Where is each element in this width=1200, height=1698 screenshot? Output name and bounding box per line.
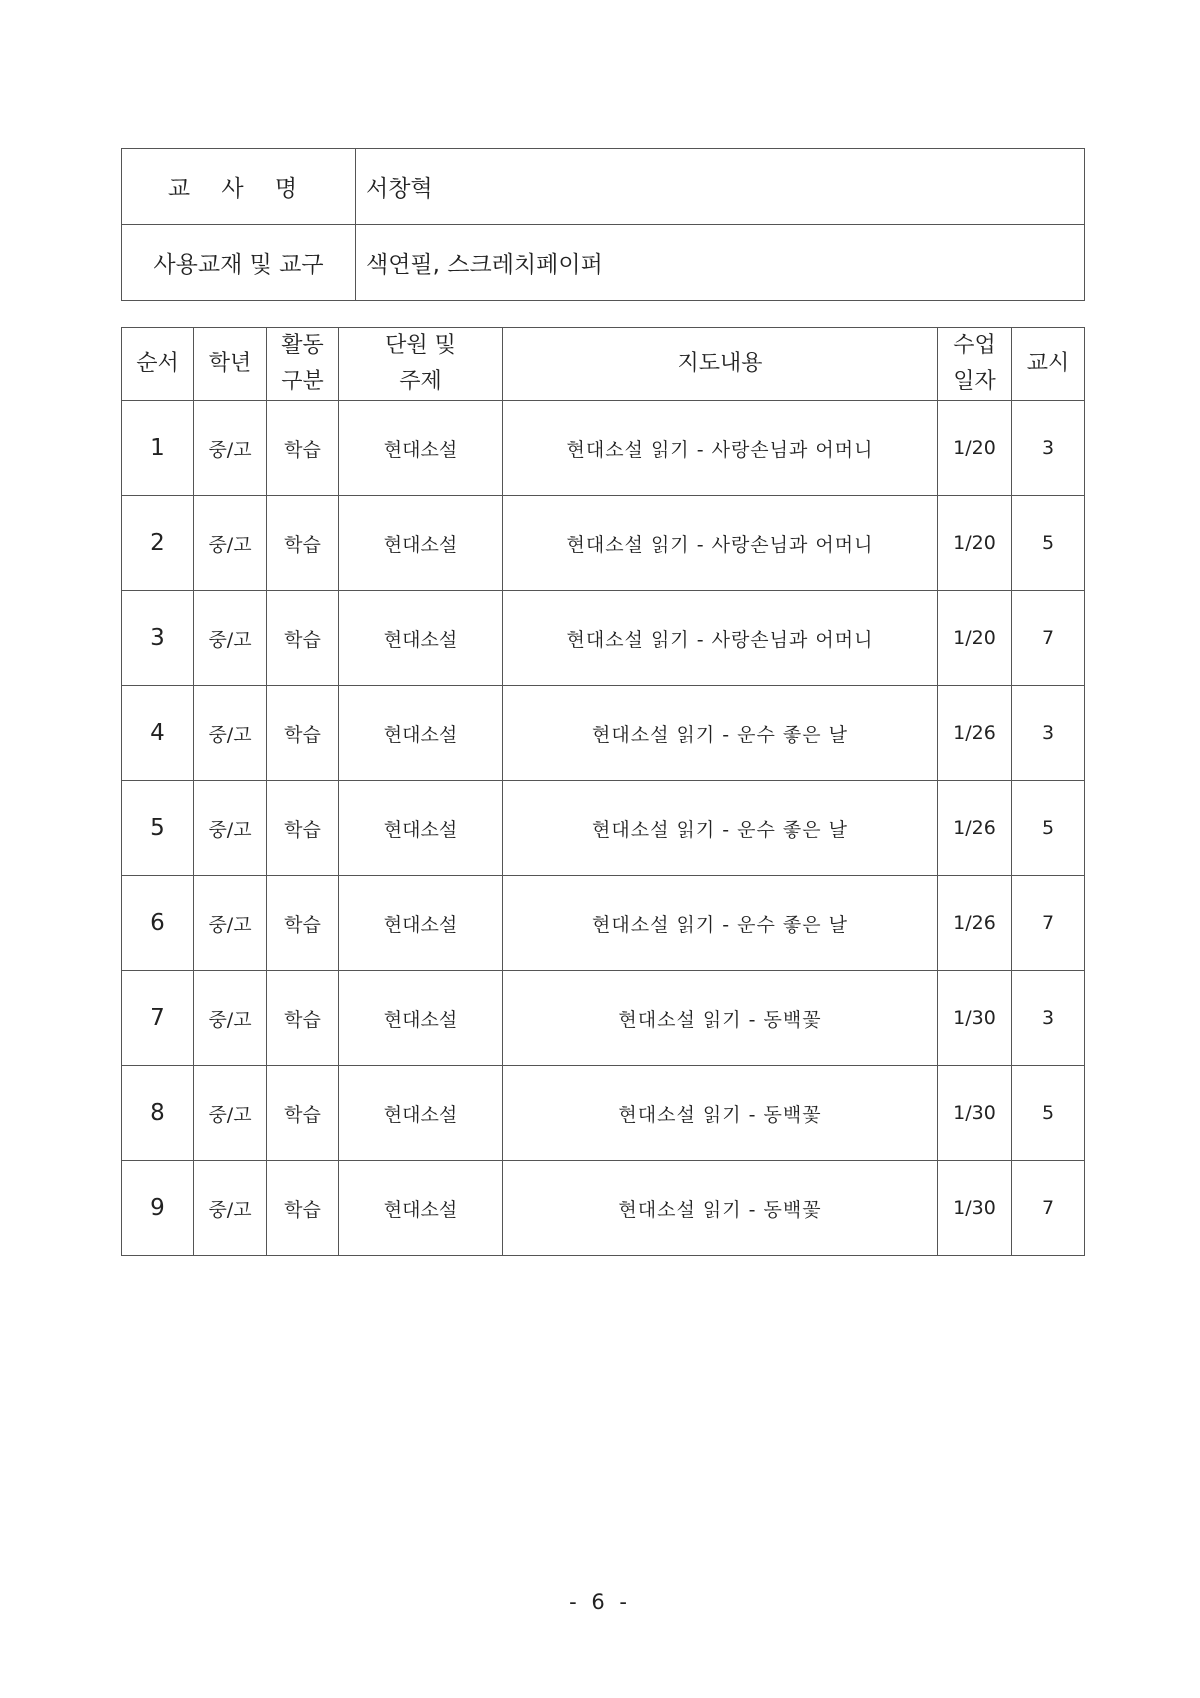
- header-activity: [267, 328, 339, 401]
- cell-order: 6: [122, 876, 194, 971]
- table-row: [122, 591, 1085, 686]
- cell-activity: 학습: [267, 401, 339, 496]
- cell-unit: 현대소설: [339, 401, 503, 496]
- cell-content: 현대소설 읽기 - 동백꽃: [503, 971, 938, 1066]
- table-row: [122, 876, 1085, 971]
- cell-unit: 현대소설: [339, 1066, 503, 1161]
- cell-activity: 학습: [267, 781, 339, 876]
- teacher-row: [122, 149, 1085, 225]
- cell-activity: 학습: [267, 1161, 339, 1256]
- table-row: [122, 781, 1085, 876]
- cell-content: 현대소설 읽기 - 동백꽃: [503, 1066, 938, 1161]
- materials-label: 사용교재 및 교구: [122, 225, 356, 301]
- cell-period: 7: [1012, 876, 1085, 971]
- cell-unit: 현대소설: [339, 876, 503, 971]
- teacher-label: 교 사 명: [122, 149, 356, 225]
- cell-content: 현대소설 읽기 - 사랑손님과 어머니: [503, 401, 938, 496]
- header-unit-line2: 주제: [399, 369, 442, 394]
- table-row: [122, 401, 1085, 496]
- cell-content: 현대소설 읽기 - 운수 좋은 날: [503, 781, 938, 876]
- table-row: [122, 1161, 1085, 1256]
- lesson-plan-table: [121, 327, 1085, 1256]
- header-date: [938, 328, 1012, 401]
- header-date-line1: 수업: [953, 333, 996, 358]
- header-order: 순서: [122, 328, 194, 401]
- cell-date: 1/26: [938, 686, 1012, 781]
- cell-unit: 현대소설: [339, 686, 503, 781]
- header-activity-line1: 활동: [281, 333, 324, 358]
- cell-date: 1/30: [938, 971, 1012, 1066]
- cell-grade: 중/고: [194, 1066, 267, 1161]
- cell-date: 1/20: [938, 591, 1012, 686]
- table-row: [122, 971, 1085, 1066]
- table-header-row: [122, 328, 1085, 401]
- cell-content: 현대소설 읽기 - 사랑손님과 어머니: [503, 591, 938, 686]
- cell-activity: 학습: [267, 591, 339, 686]
- cell-order: 2: [122, 496, 194, 591]
- cell-order: 8: [122, 1066, 194, 1161]
- cell-date: 1/26: [938, 781, 1012, 876]
- header-content: 지도내용: [503, 328, 938, 401]
- cell-period: 5: [1012, 1066, 1085, 1161]
- cell-grade: 중/고: [194, 971, 267, 1066]
- cell-order: 4: [122, 686, 194, 781]
- cell-activity: 학습: [267, 1066, 339, 1161]
- cell-period: 5: [1012, 496, 1085, 591]
- cell-period: 3: [1012, 401, 1085, 496]
- table-row: [122, 496, 1085, 591]
- cell-grade: 중/고: [194, 1161, 267, 1256]
- cell-grade: 중/고: [194, 781, 267, 876]
- cell-activity: 학습: [267, 686, 339, 781]
- cell-date: 1/30: [938, 1161, 1012, 1256]
- cell-period: 7: [1012, 1161, 1085, 1256]
- cell-grade: 중/고: [194, 876, 267, 971]
- cell-unit: 현대소설: [339, 781, 503, 876]
- cell-period: 7: [1012, 591, 1085, 686]
- cell-unit: 현대소설: [339, 971, 503, 1066]
- cell-unit: 현대소설: [339, 496, 503, 591]
- cell-period: 3: [1012, 686, 1085, 781]
- cell-order: 3: [122, 591, 194, 686]
- page-number: - 6 -: [569, 1590, 631, 1614]
- header-period: 교시: [1012, 328, 1085, 401]
- header-activity-line2: 구분: [281, 369, 324, 394]
- table-row: [122, 1066, 1085, 1161]
- cell-grade: 중/고: [194, 401, 267, 496]
- header-date-line2: 일자: [953, 369, 996, 394]
- header-grade: 학년: [194, 328, 267, 401]
- materials-row: [122, 225, 1085, 301]
- header-unit-line1: 단원 및: [385, 333, 456, 358]
- cell-grade: 중/고: [194, 591, 267, 686]
- cell-order: 5: [122, 781, 194, 876]
- teacher-info-table: [121, 148, 1085, 301]
- cell-order: 9: [122, 1161, 194, 1256]
- cell-content: 현대소설 읽기 - 운수 좋은 날: [503, 686, 938, 781]
- cell-date: 1/20: [938, 401, 1012, 496]
- cell-date: 1/26: [938, 876, 1012, 971]
- cell-activity: 학습: [267, 496, 339, 591]
- cell-period: 5: [1012, 781, 1085, 876]
- cell-content: 현대소설 읽기 - 동백꽃: [503, 1161, 938, 1256]
- cell-activity: 학습: [267, 971, 339, 1066]
- cell-period: 3: [1012, 971, 1085, 1066]
- table-row: [122, 686, 1085, 781]
- header-unit: [339, 328, 503, 401]
- materials-value: 색연필, 스크레치페이퍼: [356, 225, 1085, 301]
- cell-content: 현대소설 읽기 - 사랑손님과 어머니: [503, 496, 938, 591]
- cell-date: 1/30: [938, 1066, 1012, 1161]
- cell-content: 현대소설 읽기 - 운수 좋은 날: [503, 876, 938, 971]
- cell-date: 1/20: [938, 496, 1012, 591]
- cell-grade: 중/고: [194, 496, 267, 591]
- cell-unit: 현대소설: [339, 591, 503, 686]
- cell-activity: 학습: [267, 876, 339, 971]
- cell-grade: 중/고: [194, 686, 267, 781]
- cell-order: 7: [122, 971, 194, 1066]
- teacher-name: 서창혁: [356, 149, 1085, 225]
- cell-order: 1: [122, 401, 194, 496]
- cell-unit: 현대소설: [339, 1161, 503, 1256]
